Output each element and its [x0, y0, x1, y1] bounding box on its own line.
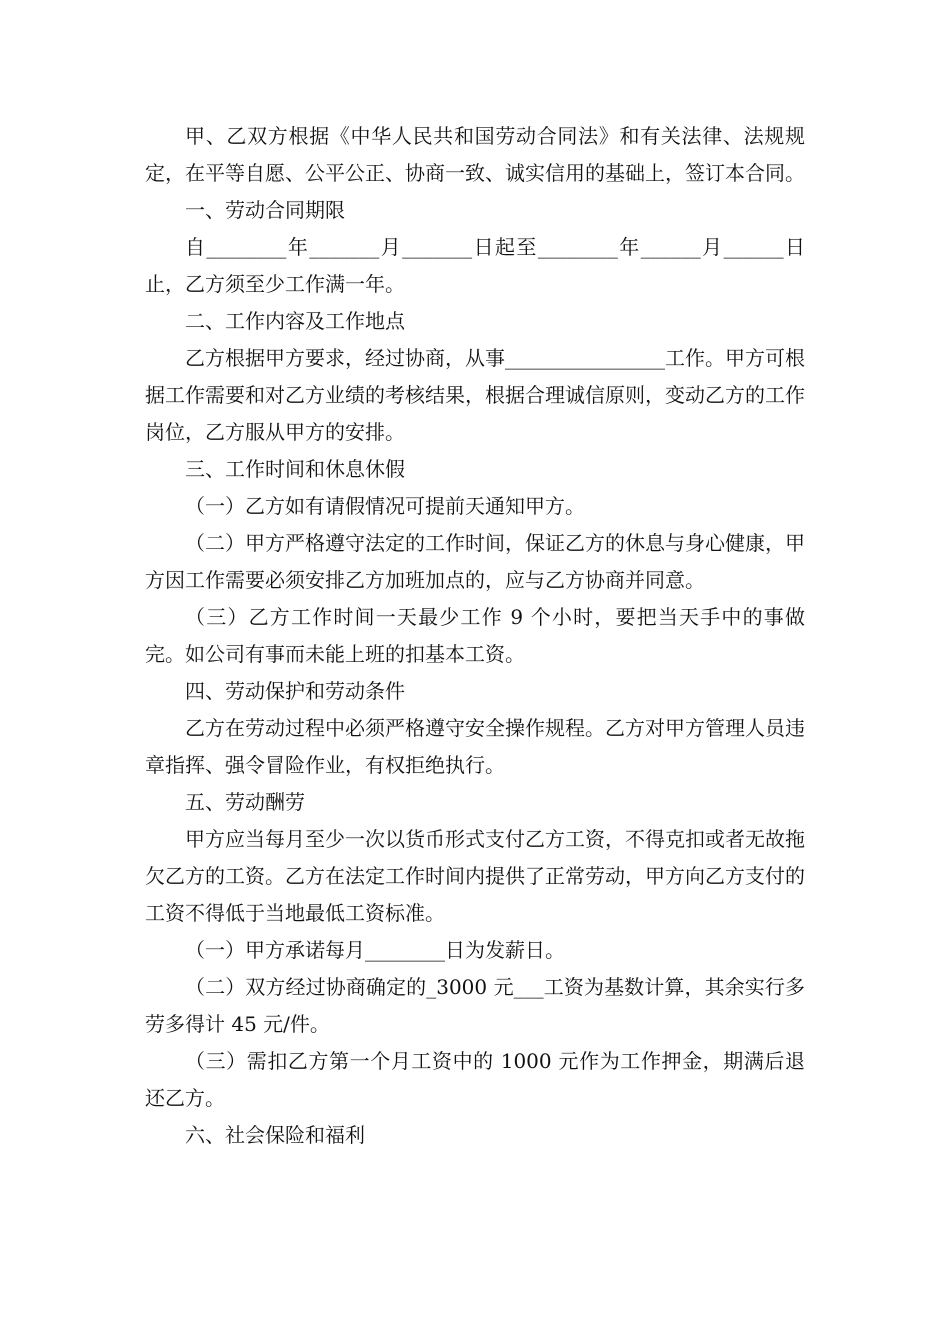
work-content-paragraph: 乙方根据甲方要求，经过协商，从事________________工作。甲方可根据工作需要和对乙方业绩的考核结果，根据合理诚信原则，变动乙方的工作岗位，乙方服从甲方的安排。	[145, 346, 805, 444]
section-heading-term: 一、劳动合同期限	[185, 198, 345, 222]
work-hours-item-2: （二）甲方严格遵守法定的工作时间，保证乙方的休息与身心健康，甲方因工作需要必须安排乙方加班加点的，应与乙方协商并同意。	[145, 531, 805, 592]
section-heading-social-insurance: 六、社会保险和福利	[185, 1123, 365, 1147]
remuneration-item-2: （二）双方经过协商确定的_3000 元___工资为基数计算，其余实行多劳多得计 45 元/件。	[145, 975, 805, 1036]
remuneration-item-1: （一）甲方承诺每月________日为发薪日。	[185, 938, 565, 962]
work-hours-item-1: （一）乙方如有请假情况可提前天通知甲方。	[185, 494, 585, 518]
section-heading-remuneration: 五、劳动酬劳	[185, 790, 305, 814]
labor-protection-paragraph: 乙方在劳动过程中必须严格遵守安全操作规程。乙方对甲方管理人员违章指挥、强令冒险作业，有权拒绝执行。	[145, 716, 805, 777]
work-hours-item-3: （三）乙方工作时间一天最少工作 9 个小时，要把当天手中的事做完。如公司有事而未能上班的扣基本工资。	[145, 605, 805, 666]
section-heading-work-hours: 三、工作时间和休息休假	[185, 457, 405, 481]
contract-page	[145, 118, 805, 1154]
remuneration-paragraph: 甲方应当每月至少一次以货币形式支付乙方工资，不得克扣或者无故拖欠乙方的工资。乙方在法定工作时间内提供了正常劳动，甲方向乙方支付的工资不得低于当地最低工资标准。	[145, 827, 805, 925]
section-heading-work-content: 二、工作内容及工作地点	[185, 309, 405, 333]
section-heading-labor-protection: 四、劳动保护和劳动条件	[185, 679, 405, 703]
remuneration-item-3: （三）需扣乙方第一个月工资中的 1000 元作为工作押金，期满后退还乙方。	[145, 1049, 805, 1110]
term-dates-paragraph: 自________年_______月_______日起至________年______月______日止，乙方须至少工作满一年。	[145, 235, 805, 296]
intro-paragraph: 甲、乙双方根据《中华人民共和国劳动合同法》和有关法律、法规规定，在平等自愿、公平公正、协商一致、诚实信用的基础上，签订本合同。	[145, 124, 805, 185]
